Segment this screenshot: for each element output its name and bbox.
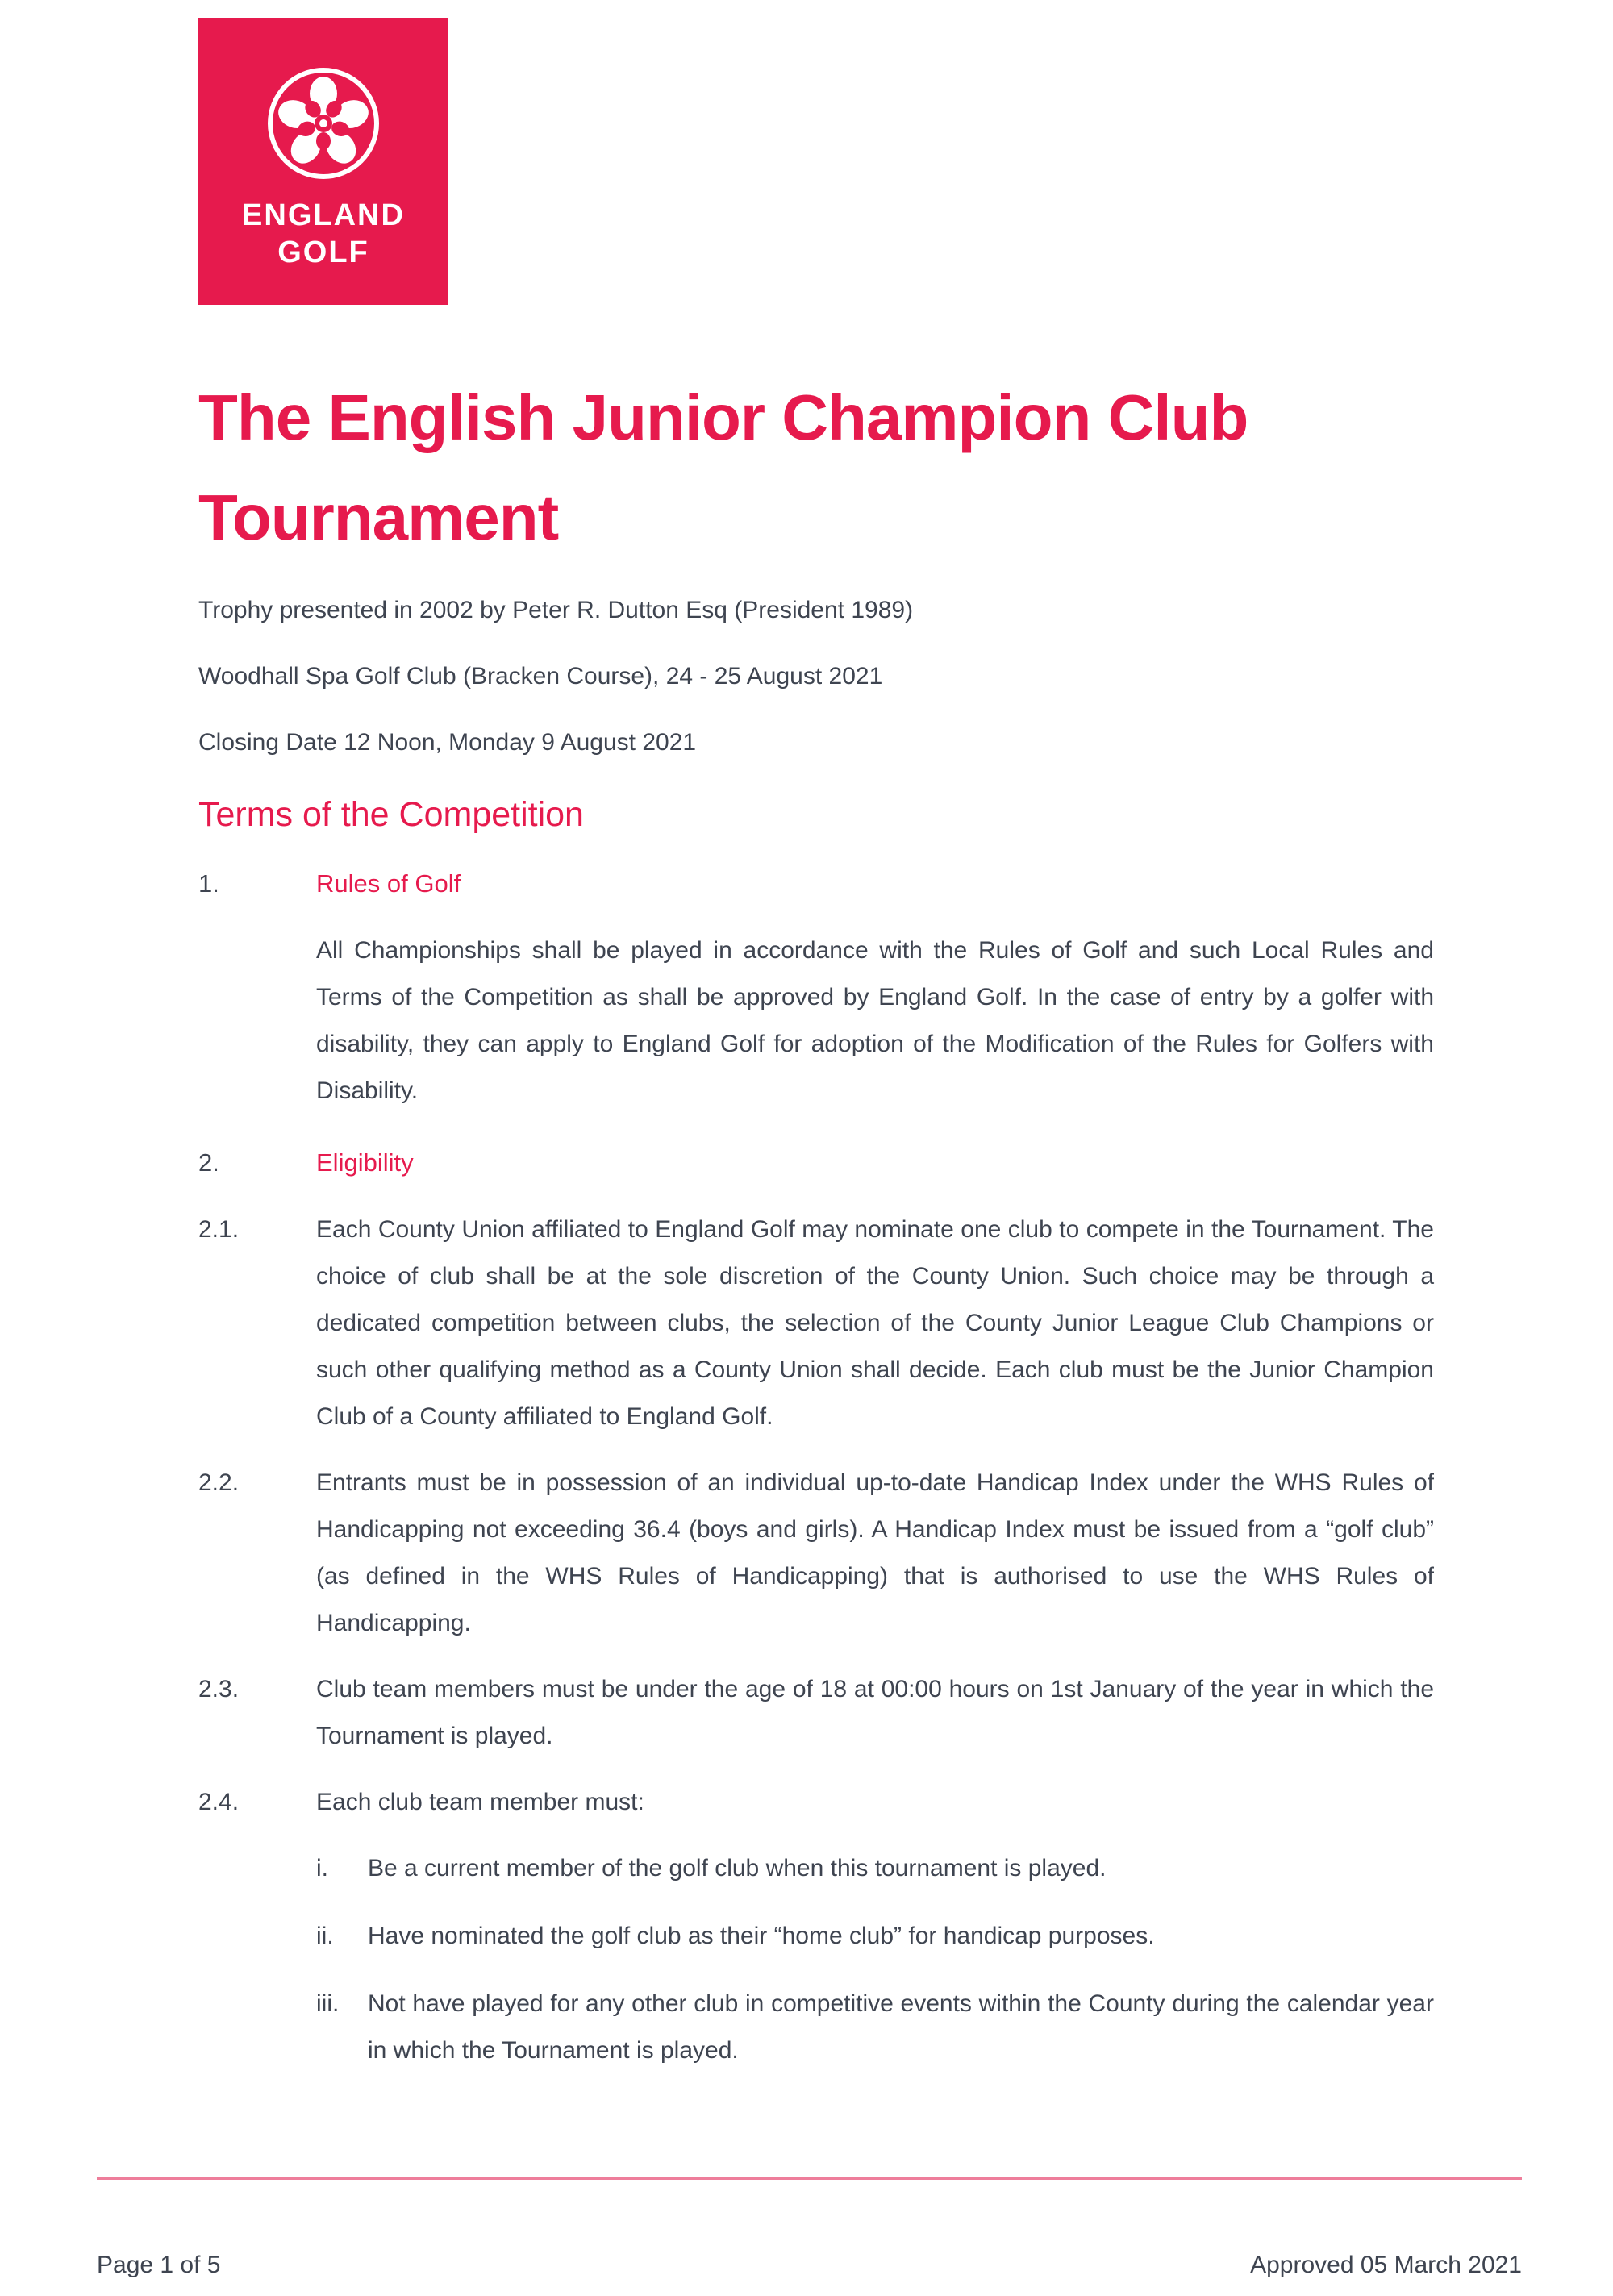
section-heading: Rules of Golf	[316, 869, 461, 898]
clause-text: Each club team member must:	[316, 1789, 644, 1815]
section-heading: Eligibility	[316, 1148, 414, 1177]
document-body	[0, 368, 1613, 2074]
list-item-ii	[198, 1913, 1434, 1960]
clause-text: Club team members must be under the age of 18 at 00:00 hours on 1st January of the year in which the Tournament is played.	[316, 1676, 1434, 1749]
document-title-line1: The English Junior Champion Club	[198, 381, 1248, 453]
clause-number	[198, 927, 316, 1115]
intro-closing-date-line: Closing Date 12 Noon, Monday 9 August 2021	[198, 729, 697, 756]
list-item-text: Not have played for any other club in competitive events within the County during the calendar year in which the Tournament is played.	[368, 1990, 1434, 2064]
approved-date: Approved 05 March 2021	[1250, 2252, 1522, 2278]
clause-text: Each County Union affiliated to England Golf may nominate one club to compete in the Tournament. The choice of club shall be at the sole discretion of the County Union. Such choice may be through a dedicated competition between clubs, the selection of the County Junior League Club Champions or such other qualifying method as a County Union shall decide. Each club must be the Junior Champion Club of a County affiliated to England Golf.	[316, 1216, 1434, 1430]
footer-row	[97, 2251, 1522, 2280]
intro-venue-line: Woodhall Spa Golf Club (Bracken Course), 24 - 25 August 2021	[198, 663, 883, 690]
intro-trophy-line: Trophy presented in 2002 by Peter R. Dutton Esq (President 1989)	[198, 597, 914, 623]
document-header	[0, 18, 1613, 305]
logo-wordmark-line1: ENGLAND	[242, 198, 405, 232]
tudor-rose-icon	[263, 63, 384, 184]
clause-row-2-4	[198, 1779, 1434, 1826]
list-item-i	[198, 1845, 1434, 1892]
section-number: 2.	[198, 1148, 219, 1177]
clause-row	[198, 927, 1434, 1115]
clause-text: Entrants must be in possession of an individual up-to-date Handicap Index under the WHS Rules of Handicapping not exceeding 36.4 (boys and girls). A Handicap Index must be issued from a “golf club” (as defined in the WHS Rules of Handicapping) that is authorised to use the WHS Rules of Handicapping.	[316, 1469, 1434, 1636]
clause-number: 2.2.	[198, 1469, 240, 1496]
list-item-text: Be a current member of the golf club when this tournament is played.	[368, 1855, 1107, 1881]
list-marker: iii.	[316, 1990, 340, 2017]
clause-row-2-3	[198, 1666, 1434, 1760]
document-footer	[97, 2177, 1522, 2280]
logo-wordmark	[242, 197, 405, 271]
clause-row-2-2	[198, 1460, 1434, 1647]
clause-number: 2.3.	[198, 1676, 240, 1702]
list-item-iii	[198, 1981, 1434, 2074]
page-number: Page 1 of 5	[97, 2252, 221, 2278]
document-title	[198, 368, 1434, 568]
list-item-text: Have nominated the golf club as their “home club” for handicap purposes.	[368, 1923, 1155, 1949]
footer-rule	[97, 2177, 1522, 2180]
logo-wordmark-line2: GOLF	[277, 235, 369, 269]
england-golf-logo	[198, 18, 448, 305]
terms-heading: Terms of the Competition	[198, 795, 584, 834]
clause-row-2-1	[198, 1206, 1434, 1440]
list-marker: ii.	[316, 1923, 334, 1949]
document-title-line2: Tournament	[198, 481, 559, 553]
clause-number: 2.4.	[198, 1789, 240, 1815]
section-2-heading-row	[198, 1147, 1434, 1179]
section-1-heading-row	[198, 868, 1434, 900]
clause-number: 2.1.	[198, 1216, 240, 1243]
section-number: 1.	[198, 869, 219, 898]
clause-text: All Championships shall be played in accordance with the Rules of Golf and such Local Rules and Terms of the Competition as shall be approved by England Golf. In the case of entry by a golfer with disability, they can apply to England Golf for adoption of the Modification of the Rules for Golfers with Disability.	[316, 937, 1434, 1104]
list-marker: i.	[316, 1855, 328, 1881]
